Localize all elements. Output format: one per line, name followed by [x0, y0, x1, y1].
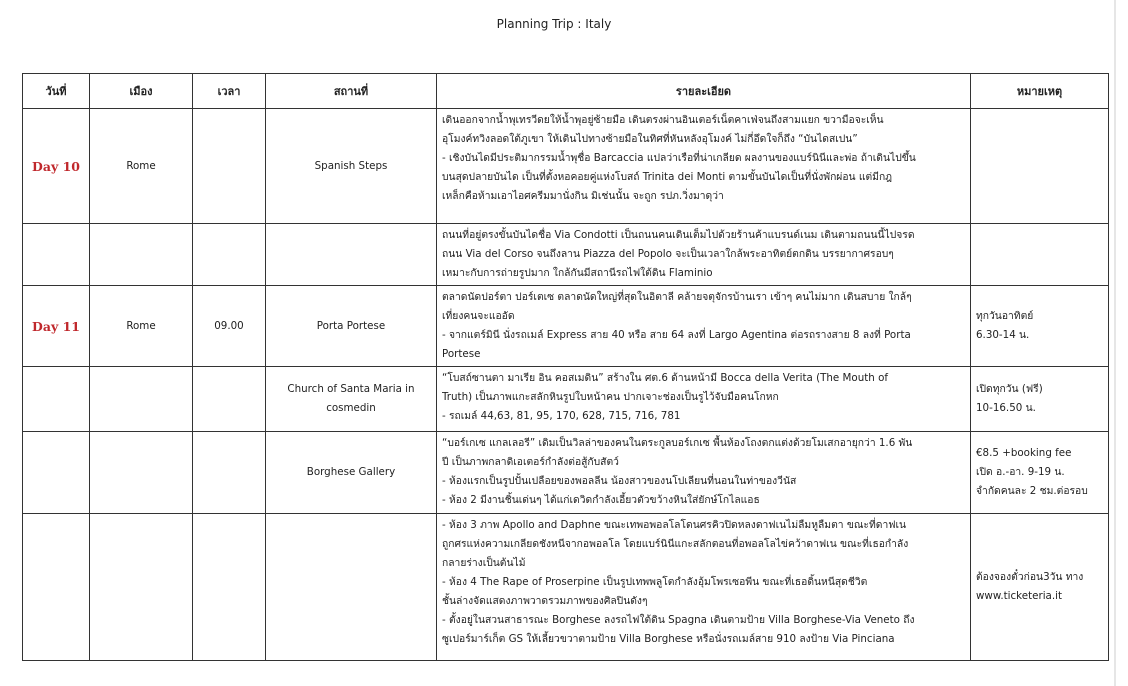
cell-line: “บอร์เกเซ แกลเลอรี” เดิมเป็นวิลล่าของคนในตระกูลบอร์เกเซ พื้นห้องโถงตกแต่งด้วยโมเสกอายุกว่า 1.6 พัน [442, 437, 913, 449]
cell-line: - ห้องแรกเป็นรูปปั้นเปลือยของพอลลีน น้องสาวของนโปเลียนที่นอนในท่าของวีนัส [442, 475, 797, 487]
details-cell [437, 109, 971, 224]
day-cell [23, 432, 90, 514]
city-cell: Rome [90, 109, 193, 224]
cell-line: กลายร่างเป็นต้นไม้ [442, 557, 526, 569]
cell-line: Porta Portese [316, 319, 386, 332]
notes-cell [971, 109, 1109, 224]
itinerary-table [22, 73, 1109, 661]
cell-line: เปิดทุกวัน (ฟรี) [976, 383, 1043, 395]
cell-line: เที่ยงคนจะแออัด [442, 310, 515, 322]
details-cell [437, 514, 971, 661]
cell-line: ถูกศรแห่งความเกลียดชังหนีจากอพอลโล โดยแบร์นินีแกะสลักตอนที่อพอลโลไข่คว้าดาฟเน ขณะที่เธอกำลัง [442, 538, 909, 550]
cell-line: เดินออกจากน้ำพุเทรวีดยให้น้ำพุอยู่ซ้ายมือ เดินตรงผ่านอินเตอร์เน็ตคาเฟ่จนถึงสามแยก ขวามือจะเห็น [442, 114, 884, 126]
cell-line: Spanish Steps [314, 159, 388, 172]
table-row [23, 514, 1109, 661]
notes-cell [971, 367, 1109, 432]
cell-line: Borghese Gallery [306, 466, 396, 478]
table-row [23, 224, 1109, 286]
city-cell [90, 432, 193, 514]
place-cell [266, 224, 437, 286]
cell-line: €8.5 +booking fee [976, 447, 1072, 459]
page-title: Planning Trip : Italy [496, 17, 612, 31]
cell-line: จำกัดคนละ 2 ชม.ต่อรอบ [976, 485, 1088, 497]
table-row [23, 109, 1109, 224]
cell-line: - ห้อง 3 ภาพ Apollo and Daphne ขณะเทพอพอลโลโดนศรคิวปิดหลงดาฟเนไม่ลืมหูลืมตา ขณะที่ดาฟเน [442, 519, 907, 531]
day-cell [23, 224, 90, 286]
details-cell [437, 224, 971, 286]
cell-line: ปี เป็นภาพกลาดิเอเตอร์กำลังต่อสู้กับสัตว์ [442, 456, 619, 468]
cell-line: ทุกวันอาทิตย์ [976, 310, 1034, 322]
cell-line: - ห้อง 4 The Rape of Proserpine เป็นรูปเทพพลูโตกำลังอุ้มโพรเซอพีน ขณะที่เธอดิ้นหนีสุดชีวิต [442, 576, 868, 588]
details-cell [437, 367, 971, 432]
cell-line: - รถเมล์ 44,63, 81, 95, 170, 628, 715, 716, 781 [442, 410, 681, 422]
header-row [23, 74, 1109, 109]
header-day: วันที่ [23, 74, 90, 109]
time-cell [193, 224, 266, 286]
details-cell [437, 432, 971, 514]
day-cell [23, 514, 90, 661]
header-details: รายละเอียด [437, 74, 971, 109]
notes-cell [971, 432, 1109, 514]
cell-line: ถนน Via del Corso จนถึงลาน Piazza del Popolo จะเป็นเวลาใกล้พระอาทิตย์ตกดิน บรรยากาศรอบๆ [442, 248, 894, 260]
cell-line: ชั้นล่างจัดแสดงภาพวาดรวมภาพของศิลปินดังๆ [442, 595, 648, 607]
cell-line: - เชิงบันไดมีประติมากรรมน้ำพุชื่อ Barcaccia แปลว่าเรือที่น่าเกลียด ผลงานของแบร์นินีและพ่อ ถ้าเดินไปขึ้น [442, 152, 916, 164]
table-row [23, 286, 1109, 367]
cell-line: “โบสถ์ซานตา มาเรีย อิน คอสเมดิน” สร้างใน ศต.6 ด้านหน้ามี Bocca della Verita (The Mouth of [442, 372, 889, 384]
cell-line: Church of Santa Maria in [287, 383, 415, 395]
header-notes: หมายเหตุ [971, 74, 1109, 109]
cell-line: อุโมงค์ทวิงลอดใต้ภูเขา ให้เดินไปทางซ้ายมือในทิศที่หันหลังอุโมงค์ ไม่กี่อึดใจก็ถึง “บันไดสเปน” [442, 133, 858, 145]
cell-line: เหล็กคือห้ามเอาไอศครีมมานั่งกิน มิเช่นนั้น จะถูก รปภ.วิ่งมาดุว่า [442, 190, 724, 202]
header-place: สถานที่ [266, 74, 437, 109]
cell-line: เปิด อ.-อา. 9-19 น. [976, 466, 1065, 478]
cell-line: cosmedin [326, 402, 376, 414]
details-cell [437, 286, 971, 367]
header-city: เมือง [90, 74, 193, 109]
place-cell [266, 286, 437, 367]
cell-line: - ตั้งอยู่ในสวนสาธารณะ Borghese ลงรถไฟใต้ดิน Spagna เดินตามป้าย Villa Borghese-Via Veneto ถึง [442, 614, 915, 626]
time-cell [193, 514, 266, 661]
time-cell [193, 367, 266, 432]
cell-line: เหมาะกับการถ่ายรูปมาก ใกล้กันมีสถานีรถไฟใต้ดิน Flaminio [442, 267, 713, 279]
place-cell [266, 109, 437, 224]
cell-line: ตลาดนัดปอร์ตา ปอร์เตเซ ตลาดนัดใหญ่ที่สุดในอิตาลี คล้ายจตุจักรบ้านเรา เข้าๆ คนไม่มาก เดินสบาย ใกล้ๆ [442, 291, 912, 303]
cell-line: ถนนที่อยู่ตรงขั้นบันไดชื่อ Via Condotti เป็นถนนคนเดินเต็มไปด้วยร้านค้าแบรนด์เนม เดินตามถนนนี้ไปจรด [442, 229, 915, 241]
table-row [23, 432, 1109, 514]
itinerary-body [23, 109, 1109, 661]
place-cell [266, 367, 437, 432]
notes-cell [971, 224, 1109, 286]
place-cell [266, 432, 437, 514]
table-row [23, 367, 1109, 432]
cell-line: Truth) เป็นภาพแกะสลักหินรูปใบหน้าคน ปากเจาะช่องเป็นรูไว้จับมือคนโกหก [442, 391, 779, 403]
notes-cell [971, 286, 1109, 367]
place-cell [266, 514, 437, 661]
cell-line: - ห้อง 2 มีงานชิ้นเด่นๆ ได้แก่เดวิดกำลังเอี้ยวตัวขว้างหินใส่ยักษ์โกไลแอธ [442, 494, 760, 506]
notes-cell [971, 514, 1109, 661]
time-cell [193, 432, 266, 514]
cell-line: 6.30-14 น. [976, 329, 1030, 341]
day-cell: Day 10 [23, 109, 90, 224]
city-cell [90, 224, 193, 286]
cell-line: ต้องจองตั๋วก่อน3วัน ทาง [976, 571, 1084, 583]
city-cell [90, 514, 193, 661]
day-cell: Day 11 [23, 286, 90, 367]
cell-line: Portese [442, 348, 481, 360]
cell-line: - จากแตร์มินี นั่งรถเมล์ Express สาย 40 หรือ สาย 64 ลงที่ Largo Agentina ต่อรถรางสาย 8 ลงที่ Porta [442, 329, 911, 341]
cell-line: ซูเปอร์มาร์เก็ต GS ให้เลี้ยวขวาตามป้าย Villa Borghese หรือนั่งรถเมล์สาย 910 ลงป้าย Via Pinciana [442, 633, 895, 645]
cell-line: 10-16.50 น. [976, 402, 1036, 414]
time-cell: 09.00 [193, 286, 266, 367]
city-cell [90, 367, 193, 432]
city-cell: Rome [90, 286, 193, 367]
cell-line: บนสุดปลายบันได เป็นที่ตั้งหอคอยคู่แห่งโบสถ์ Trinita dei Monti ตามขั้นบันไดเป็นที่นั่งพักผ่อน แต่มีกฎ [442, 171, 893, 183]
page-edge-rule [1114, 0, 1116, 686]
time-cell [193, 109, 266, 224]
day-cell [23, 367, 90, 432]
header-time: เวลา [193, 74, 266, 109]
cell-line: www.ticketeria.it [976, 590, 1063, 602]
